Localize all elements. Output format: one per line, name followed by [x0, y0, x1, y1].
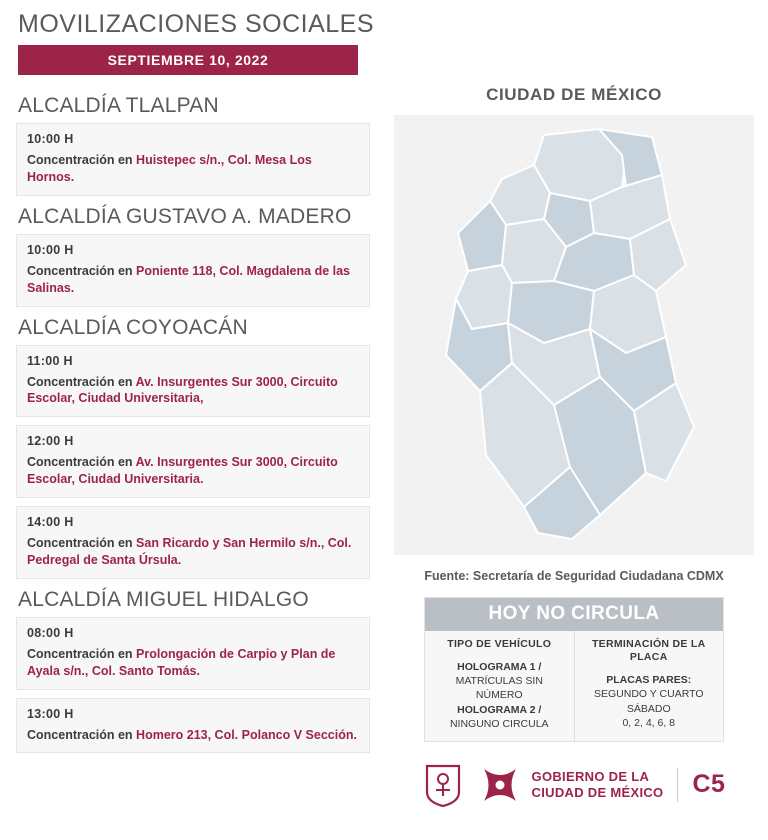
plate-ending-body: [583, 673, 716, 730]
event-description: [27, 646, 359, 680]
event-place: Poniente 118, Col. Magdalena de las Salinas.: [27, 263, 351, 295]
event-card: [16, 617, 370, 690]
event-description: [27, 727, 359, 744]
schedule-column: [14, 85, 370, 808]
event-description: [27, 454, 359, 488]
event-place: Homero 213, Col. Polanco V Sección.: [136, 727, 357, 742]
event-prefix: Concentración en: [27, 153, 137, 167]
alcaldia-heading: ALCALDÍA COYOACÁN: [18, 315, 248, 339]
placas-pares-detail: SEGUNDO Y CUARTO SÁBADO: [593, 688, 704, 715]
event-prefix: Concentración en: [27, 727, 137, 742]
event-card: [16, 345, 370, 418]
date-bar: SEPTIEMBRE 10, 2022: [18, 45, 358, 75]
page-title: MOVILIZACIONES SOCIALES: [18, 10, 375, 38]
placas-pares-label: PLACAS PARES:: [606, 674, 692, 687]
event-prefix: Concentración en: [27, 374, 136, 389]
plate-ending-header: TERMINACIÓN DE LA PLACA: [591, 638, 706, 664]
event-place: Av. Insurgentes Sur 3000, Circuito Escolar, Ciudad Universitaria.: [27, 455, 338, 487]
event-time: 11:00 H: [27, 353, 73, 368]
cdmx-map-svg: [394, 115, 754, 555]
event-card: [16, 425, 370, 498]
event-prefix: Concentración en: [27, 455, 136, 470]
hoy-no-circula-panel: [424, 597, 724, 742]
plate-ending-column: [575, 631, 724, 741]
gobierno-logo: [477, 763, 664, 807]
alcaldia-heading: ALCALDÍA MIGUEL HIDALGO: [18, 587, 309, 611]
vehicle-type-body: [433, 660, 566, 731]
event-time: 10:00 H: [27, 242, 74, 257]
event-place: Prolongación de Carpio y Plan de Ayala s/n., Col. Santo Tomás.: [27, 646, 336, 678]
holograma1-label: HOLOGRAMA 1 /: [457, 661, 542, 674]
alcaldia-heading: ALCALDÍA TLALPAN: [18, 94, 219, 117]
footer: [394, 762, 754, 808]
event-card: [16, 123, 370, 196]
cdmx-x-icon: [477, 763, 523, 807]
event-time: 10:00 H: [27, 132, 74, 146]
event-description: [27, 535, 359, 569]
holograma2-label: HOLOGRAMA 2 /: [457, 703, 542, 716]
cdmx-crest-icon: [423, 762, 463, 808]
vehicle-type-column: [425, 631, 575, 741]
hoy-no-circula-title: HOY NO CIRCULA: [425, 598, 723, 631]
content-columns: [14, 85, 754, 808]
gobierno-text: [532, 769, 664, 802]
holograma2-detail: NINGUNO CIRCULA: [449, 717, 549, 730]
gobierno-line1: GOBIERNO DE LA: [531, 768, 650, 784]
event-prefix: Concentración en: [27, 536, 137, 550]
event-place: Huistepec s/n., Col. Mesa Los Hornos.: [27, 153, 312, 184]
event-time: 08:00 H: [27, 625, 74, 640]
map-title: CIUDAD DE MÉXICO: [486, 85, 662, 104]
holograma1-detail: MATRÍCULAS SIN NÚMERO: [455, 675, 543, 702]
alcaldia-heading: ALCALDÍA GUSTAVO A. MADERO: [18, 204, 352, 228]
gobierno-line2: CIUDAD DE MÉXICO: [531, 784, 664, 800]
event-place: San Ricardo y San Hermilo s/n., Col. Pedregal de Santa Úrsula.: [27, 536, 352, 567]
event-description: [27, 374, 359, 408]
event-card: [16, 234, 370, 307]
event-prefix: Concentración en: [27, 263, 137, 278]
event-time: 13:00 H: [27, 706, 74, 721]
hoy-no-circula-columns: [425, 631, 723, 741]
vehicle-type-header: TIPO DE VEHÍCULO: [447, 638, 552, 650]
event-time: 12:00 H: [27, 434, 74, 449]
map-column: [370, 85, 754, 808]
footer-divider: [677, 768, 678, 802]
placas-numbers: 0, 2, 4, 6, 8: [622, 716, 676, 729]
event-description: [27, 152, 359, 186]
event-place: Av. Insurgentes Sur 3000, Circuito Escolar, Ciudad Universitaria,: [27, 374, 338, 406]
map-source: Fuente: Secretaría de Seguridad Ciudadana CDMX: [424, 569, 724, 583]
event-time: 14:00 H: [27, 515, 74, 529]
event-card: [16, 698, 370, 754]
event-description: [27, 263, 359, 297]
c5-logo: C5: [692, 770, 726, 799]
event-prefix: Concentración en: [27, 646, 137, 661]
cdmx-map: [394, 115, 754, 555]
event-card: [16, 506, 370, 579]
